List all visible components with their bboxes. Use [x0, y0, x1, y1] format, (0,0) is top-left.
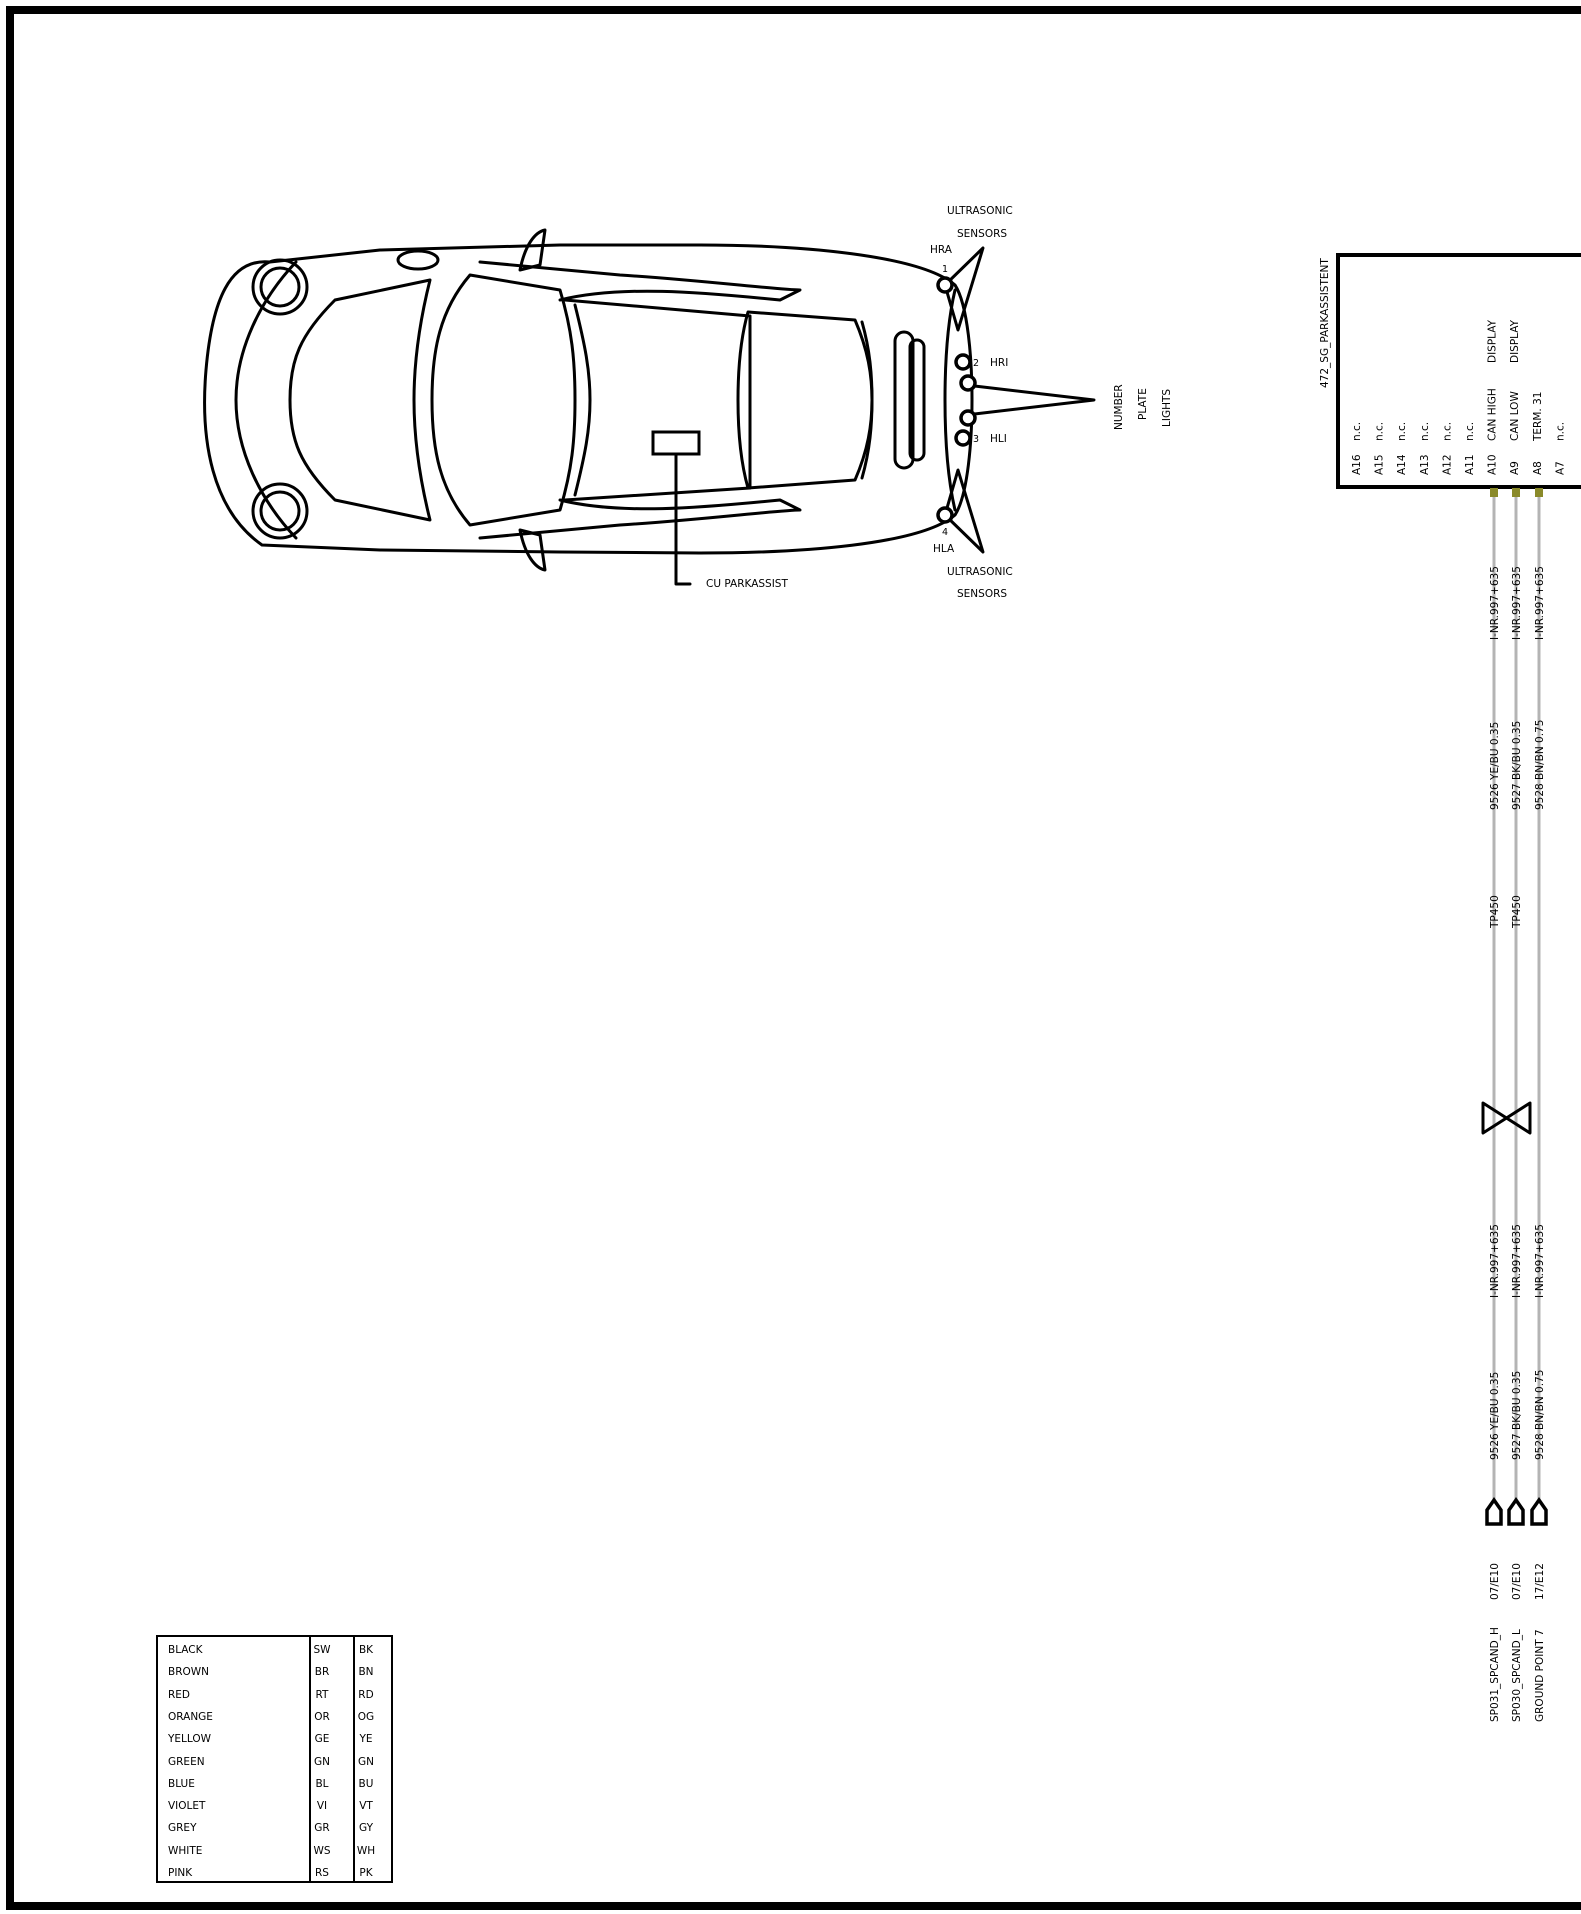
connector-pin-func: CAN LOW — [1509, 391, 1522, 441]
legend-en: BN — [358, 1666, 374, 1679]
connector-pin-func: TERM. 31 — [1531, 391, 1544, 441]
legend-en: PK — [359, 1867, 373, 1879]
legend-name: WHITE — [168, 1844, 203, 1857]
sensor-rays — [945, 248, 1094, 552]
pin-marker — [1490, 488, 1498, 497]
legend-name: ORANGE — [168, 1710, 213, 1723]
connector-pin-pin: A15 — [1373, 454, 1386, 475]
legend-de: GR — [314, 1822, 330, 1835]
connector-pin-pin: A9 — [1509, 461, 1522, 475]
wire-label-harness-top: I-NR.997+635 — [1534, 566, 1546, 640]
sensor-label-hra: HRA — [930, 244, 952, 256]
legend-row — [158, 1661, 391, 1683]
legend-name: RED — [168, 1688, 191, 1701]
wire-label-harness-bottom: I-NR.997+635 — [1489, 1224, 1501, 1298]
connector-pin-pin: A12 — [1441, 454, 1454, 475]
page-frame — [10, 10, 1581, 1906]
number-plate-2: PLATE — [1137, 388, 1149, 420]
sensor-label-hla: HLA — [933, 543, 955, 555]
ultrasonic-bottom-2: SENSORS — [957, 588, 1008, 600]
wire-label-tp: TP450 — [1489, 895, 1501, 928]
wire-terminal — [1487, 1500, 1501, 1524]
wire-label-ref: 07/E10 — [1489, 1563, 1501, 1600]
color-legend — [156, 1635, 393, 1883]
ultrasonic-bottom-1: ULTRASONIC — [947, 566, 1013, 578]
car-outline — [205, 230, 972, 570]
sensor-num-4: 4 — [942, 527, 949, 538]
wire-label-dest: SP030_SPCAND_L — [1511, 1629, 1523, 1722]
wire-label-harness-bottom: I-NR.997+635 — [1534, 1224, 1546, 1298]
ultrasonic-top-2: SENSORS — [957, 228, 1008, 240]
legend-name: YELLOW — [168, 1733, 212, 1746]
legend-en: GY — [358, 1822, 374, 1835]
ultrasonic-top-1: ULTRASONIC — [947, 205, 1013, 217]
wires — [1487, 488, 1546, 1722]
pin-marker — [1535, 488, 1543, 497]
connector-pin-func: CAN HIGH — [1486, 388, 1499, 441]
legend-row — [158, 1684, 391, 1706]
twisted-pair-symbol — [1483, 1103, 1530, 1133]
connector-pin-func: n.c. — [1396, 421, 1409, 441]
pin-marker — [1512, 488, 1520, 497]
wire-label-tp: TP450 — [1511, 895, 1523, 928]
legend-row — [158, 1840, 391, 1862]
legend-row — [158, 1862, 391, 1884]
wire-terminal — [1509, 1500, 1523, 1524]
legend-en: VT — [359, 1800, 373, 1813]
connector-block — [1319, 255, 1581, 487]
connector-pins — [1351, 319, 1566, 475]
sensor-num-1: 1 — [942, 264, 949, 275]
connector-pin-pin: A10 — [1486, 454, 1499, 475]
wire-label-ref: 17/E12 — [1534, 1563, 1546, 1600]
connector-pin-note: DISPLAY — [1509, 319, 1522, 363]
sensor-num-2: 2 — [973, 358, 980, 369]
sensor-label-hri: HRI — [990, 357, 1009, 369]
legend-name: BLACK — [168, 1644, 203, 1656]
legend-name: BLUE — [168, 1777, 195, 1790]
legend-name: GREY — [168, 1822, 197, 1835]
legend-en: WH — [356, 1844, 376, 1857]
connector-pin-func: n.c. — [1418, 421, 1431, 441]
wire-label-dest: SP031_SPCAND_H — [1489, 1627, 1501, 1722]
number-plate-1: NUMBER — [1113, 384, 1125, 430]
connector-title: 472_SG_PARKASSISTENT — [1319, 258, 1331, 388]
number-plate-3: LIGHTS — [1161, 388, 1173, 427]
wire-label-code-top: 9526 YE/BU 0.35 — [1489, 721, 1501, 810]
legend-de: WS — [313, 1844, 331, 1857]
connector-pin-pin: A14 — [1396, 454, 1409, 475]
connector-pin-pin: A13 — [1418, 454, 1431, 475]
wire-label-harness-bottom: I-NR.997+635 — [1511, 1224, 1523, 1298]
legend-de: GE — [314, 1733, 330, 1746]
wire-label-code-top: 9528 BN/BN 0.75 — [1534, 719, 1546, 810]
wire-label-ref: 07/E10 — [1511, 1563, 1523, 1600]
legend-de: BR — [314, 1666, 330, 1679]
legend-en: OG — [357, 1710, 375, 1723]
wire-label-code-bottom: 9526 YE/BU 0.35 — [1489, 1371, 1501, 1460]
legend-de: GN — [314, 1755, 330, 1768]
wire-label-code-top: 9527 BK/BU 0.35 — [1511, 720, 1523, 810]
wire-label-code-bottom: 9528 BN/BN 0.75 — [1534, 1369, 1546, 1460]
legend-row — [158, 1751, 391, 1773]
legend-de: RS — [315, 1867, 329, 1879]
wire-label-harness-top: I-NR.997+635 — [1489, 566, 1501, 640]
legend-name: VIOLET — [168, 1800, 206, 1813]
legend-en: GN — [358, 1755, 374, 1768]
wire-label-dest: GROUND POINT 7 — [1534, 1629, 1546, 1722]
legend-name: BROWN — [168, 1666, 210, 1679]
legend-de: VI — [316, 1800, 328, 1813]
sensor-label-hli: HLI — [990, 433, 1007, 445]
sensor-num-3: 3 — [973, 434, 980, 445]
legend-de: BL — [315, 1777, 329, 1790]
connector-pin-func: n.c. — [1373, 421, 1386, 441]
legend-de: SW — [313, 1644, 331, 1656]
legend-row — [158, 1706, 391, 1728]
connector-pin-func: n.c. — [1351, 421, 1363, 441]
legend-de: OR — [314, 1710, 330, 1723]
connector-pin-pin: A7 — [1554, 461, 1567, 475]
connector-pin-func: n.c. — [1441, 421, 1454, 441]
legend-name: PINK — [168, 1867, 193, 1879]
legend-en: RD — [358, 1688, 374, 1701]
legend-en: YE — [359, 1733, 373, 1746]
legend-row — [158, 1817, 391, 1839]
legend-de: RT — [315, 1688, 329, 1701]
connector-pin-func: n.c. — [1554, 421, 1567, 441]
legend-row — [158, 1639, 391, 1661]
connector-pin-pin: A16 — [1351, 454, 1363, 475]
legend-row — [158, 1773, 391, 1795]
legend-en: BK — [358, 1644, 374, 1656]
control-unit-label: CU PARKASSIST — [706, 578, 788, 590]
legend-name: GREEN — [168, 1755, 205, 1768]
legend-row — [158, 1795, 391, 1817]
connector-pin-pin: A11 — [1464, 454, 1476, 475]
legend-row — [158, 1728, 391, 1750]
connector-pin-func: n.c. — [1464, 421, 1476, 441]
wire-label-code-bottom: 9527 BK/BU 0.35 — [1511, 1370, 1523, 1460]
wire-terminal — [1532, 1500, 1546, 1524]
connector-pin-note: DISPLAY — [1486, 319, 1499, 363]
wire-label-harness-top: I-NR.997+635 — [1511, 566, 1523, 640]
legend-en: BU — [358, 1777, 374, 1790]
connector-pin-pin: A8 — [1531, 461, 1544, 475]
